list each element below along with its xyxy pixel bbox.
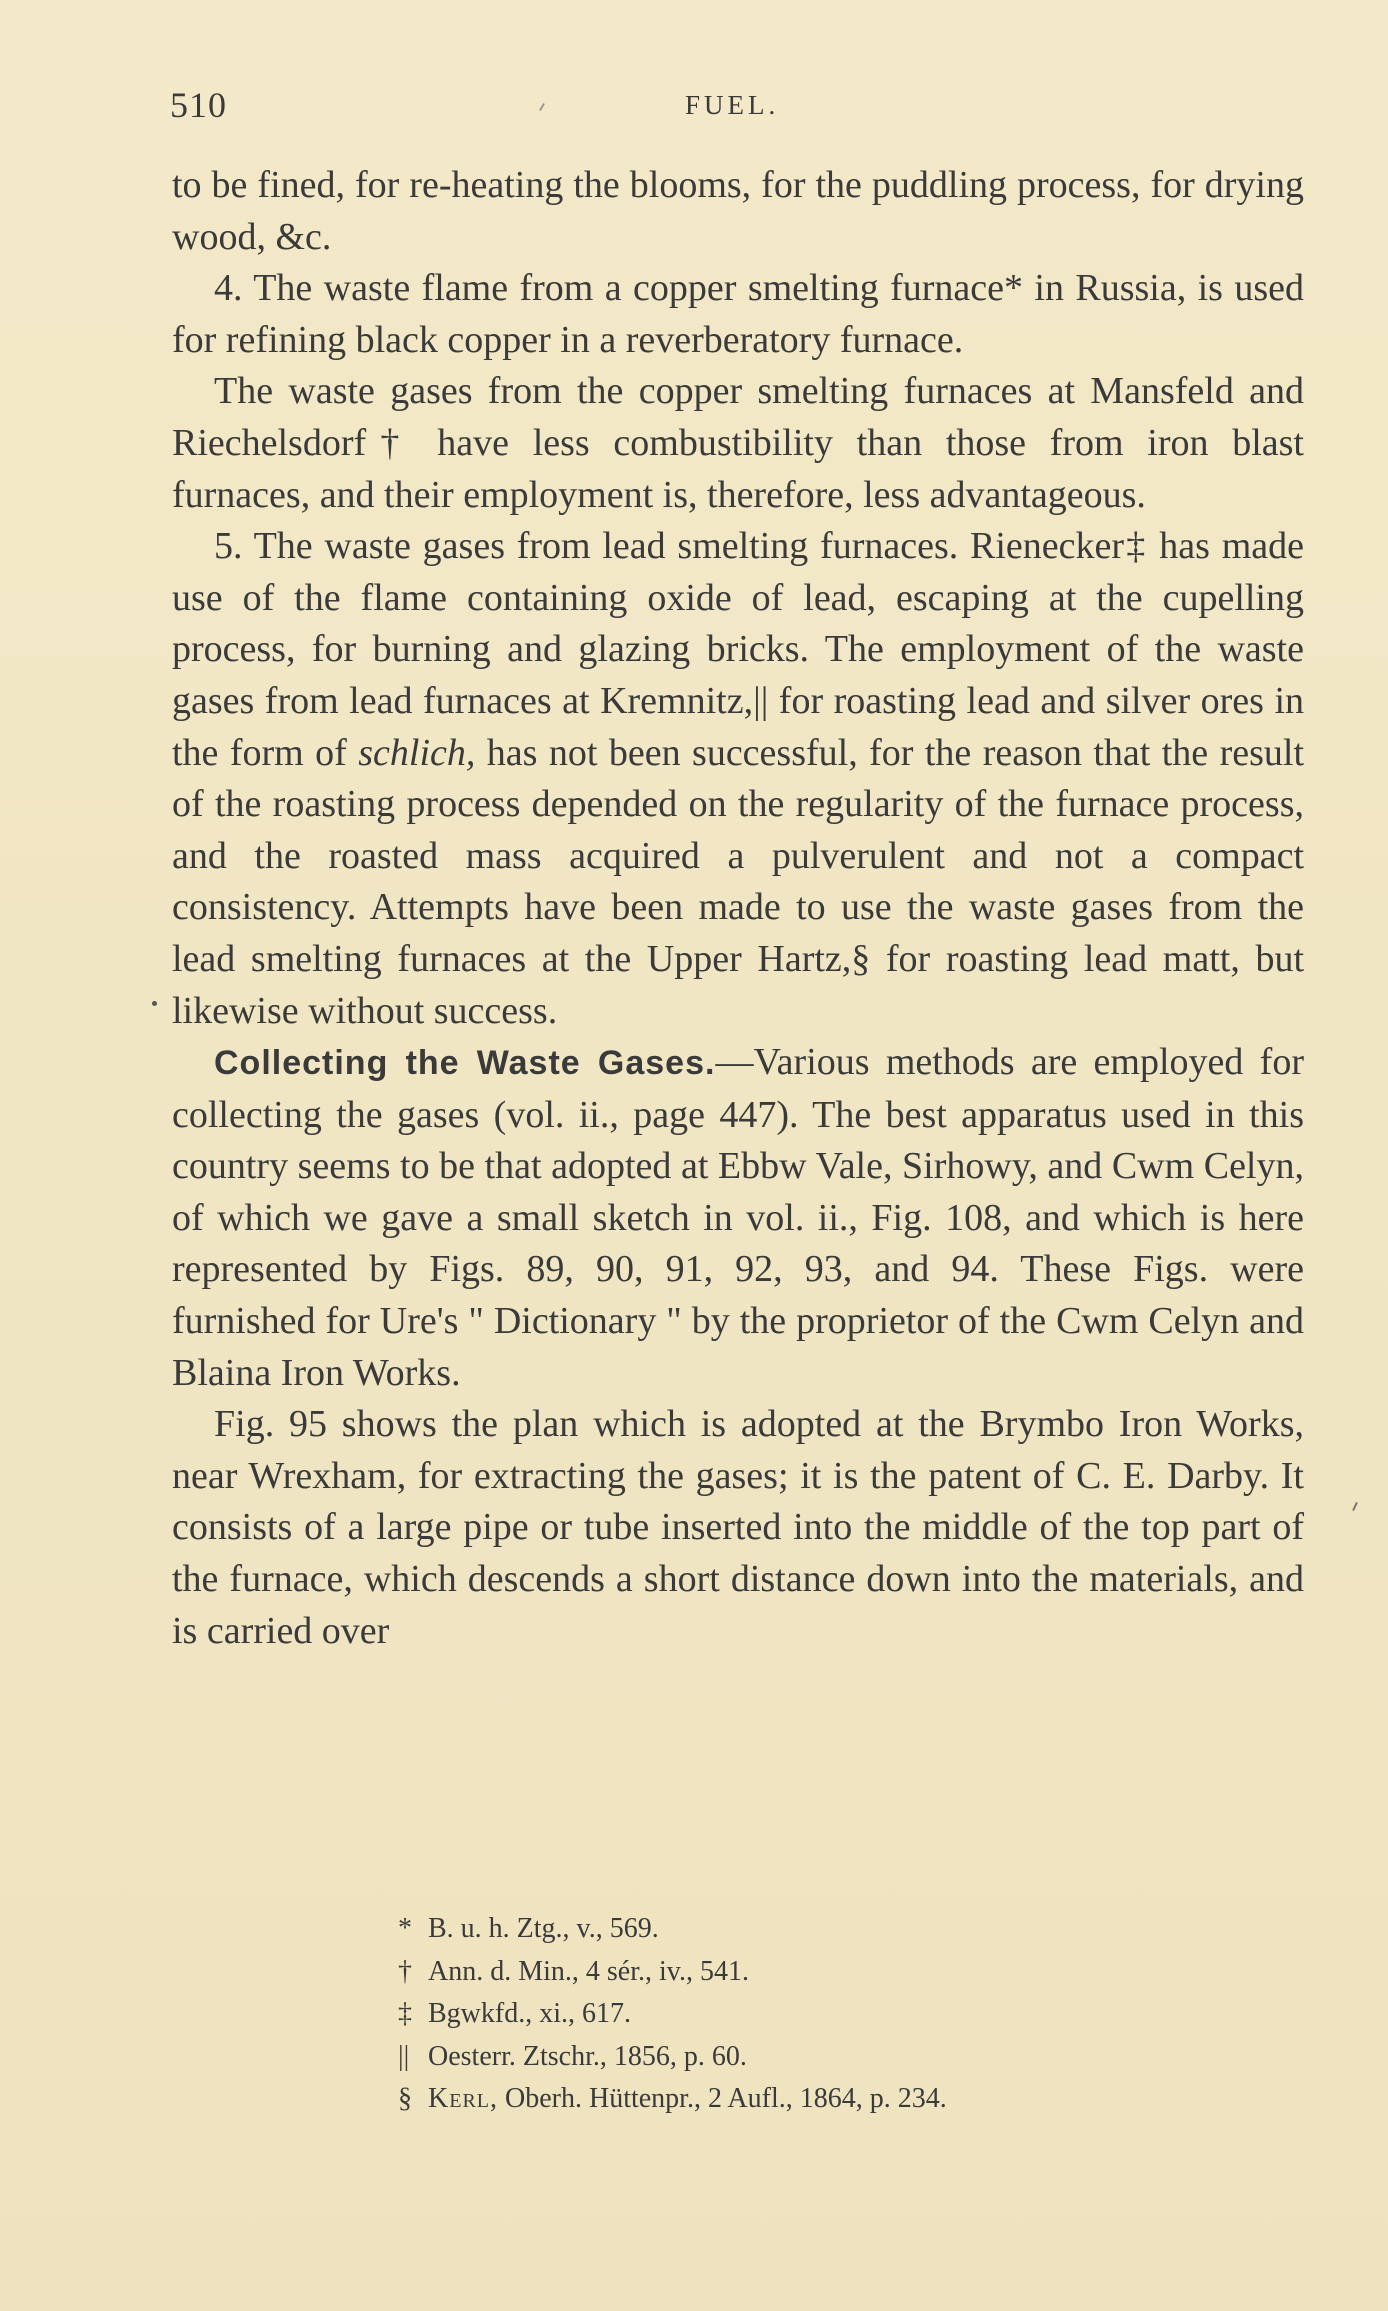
footnote-text: Bgwkfd., xi., 617.	[428, 1998, 631, 2029]
lead-gases-text-continued: has not been successful, for the reason that the result of the roasting process depended on the regularity of the furnace process, and the roasted mass acquired a pulverulent and not a compact consistency. Attempts have been made to use the waste gases from the lead smelting furnaces at the Upper Hartz,§ for roasting lead matt, but likewise without success.	[172, 731, 1304, 1032]
footnote-text: Ann. d. Min., 4 sér., iv., 541.	[428, 1955, 749, 1987]
paragraph-collecting-gases	[172, 1037, 1304, 1399]
footnote-mark: §	[398, 2083, 412, 2114]
lead-gases-text: 5. The waste gases from lead smelting furnaces. Rienecker‡ has made use of the flame containing oxide of lead, escaping at the cupelling process, for burning and glazing bricks. The employment of the waste gases from lead furnaces at Kremnitz,|| for roasting lead and silver ores in the form of	[172, 525, 1304, 774]
paragraph-copper-gases: The waste gases from the copper smelting furnaces at Mansfeld and Riechelsdorf† have less combustibility than those from iron blast furnaces, and their employment is, therefore, less advantageous.	[172, 370, 1304, 516]
footnote	[398, 2036, 1198, 2079]
page-number: 510	[170, 85, 227, 125]
footnote-mark: ‡	[398, 1998, 412, 2029]
running-title: FUEL.	[685, 90, 780, 120]
footnote-author: Kerl,	[428, 2083, 498, 2114]
italic-term-schlich: schlich,	[358, 731, 476, 774]
body-text	[172, 160, 1304, 1657]
footnote-text: Oesterr. Ztschr., 1856, p. 60.	[428, 2040, 747, 2072]
footnote-text: Oberh. Hüttenpr., 2 Aufl., 1864, p. 234.	[498, 2083, 947, 2114]
footnote-mark: †	[398, 1955, 412, 1987]
footnote-text: B. u. h. Ztg., v., 569.	[428, 1913, 659, 1944]
paragraph-continuation: to be fined, for re-heating the blooms, for the puddling process, for drying wood, &c.	[172, 164, 1304, 258]
margin-dot	[152, 1001, 157, 1006]
footnote-mark: ||	[398, 2040, 410, 2072]
margin-mark	[1352, 1502, 1358, 1511]
footnote	[398, 1908, 1198, 1951]
footnotes	[398, 1908, 1198, 2121]
footnote	[398, 2078, 1198, 2121]
section-heading: Collecting the Waste Gases.	[214, 1044, 716, 1083]
paragraph-lead-gases	[172, 521, 1304, 1037]
collecting-gases-text: —Various methods are employed for collecting the gases (vol. ii., page 447). The best apparatus used in this country seems to be that adopted at Ebbw Vale, Sirhowy, and Cwm Celyn, of which we gave a small sketch in vol. ii., Fig. 108, and which is here represented by Figs. 89, 90, 91, 92, 93, and 94. These Figs. were furnished for Ure's " Dictionary " by the proprietor of the Cwm Celyn and Blaina Iron Works.	[172, 1041, 1304, 1394]
paragraph-copper-flame: 4. The waste flame from a copper smelting furnace* in Russia, is used for refining black copper in a reverberatory furnace.	[172, 267, 1304, 361]
paragraph-brymbo: Fig. 95 shows the plan which is adopted at the Brymbo Iron Works, near Wrexham, for extracting the gases; it is the patent of C. E. Darby. It consists of a large pipe or tube inserted into the middle of the top part of the furnace, which descends a short distance down into the materials, and is carried over	[172, 1403, 1304, 1652]
running-head	[170, 84, 1300, 134]
footnote-mark: *	[398, 1913, 412, 1944]
footnote	[398, 1993, 1198, 2036]
footnote	[398, 1951, 1198, 1994]
